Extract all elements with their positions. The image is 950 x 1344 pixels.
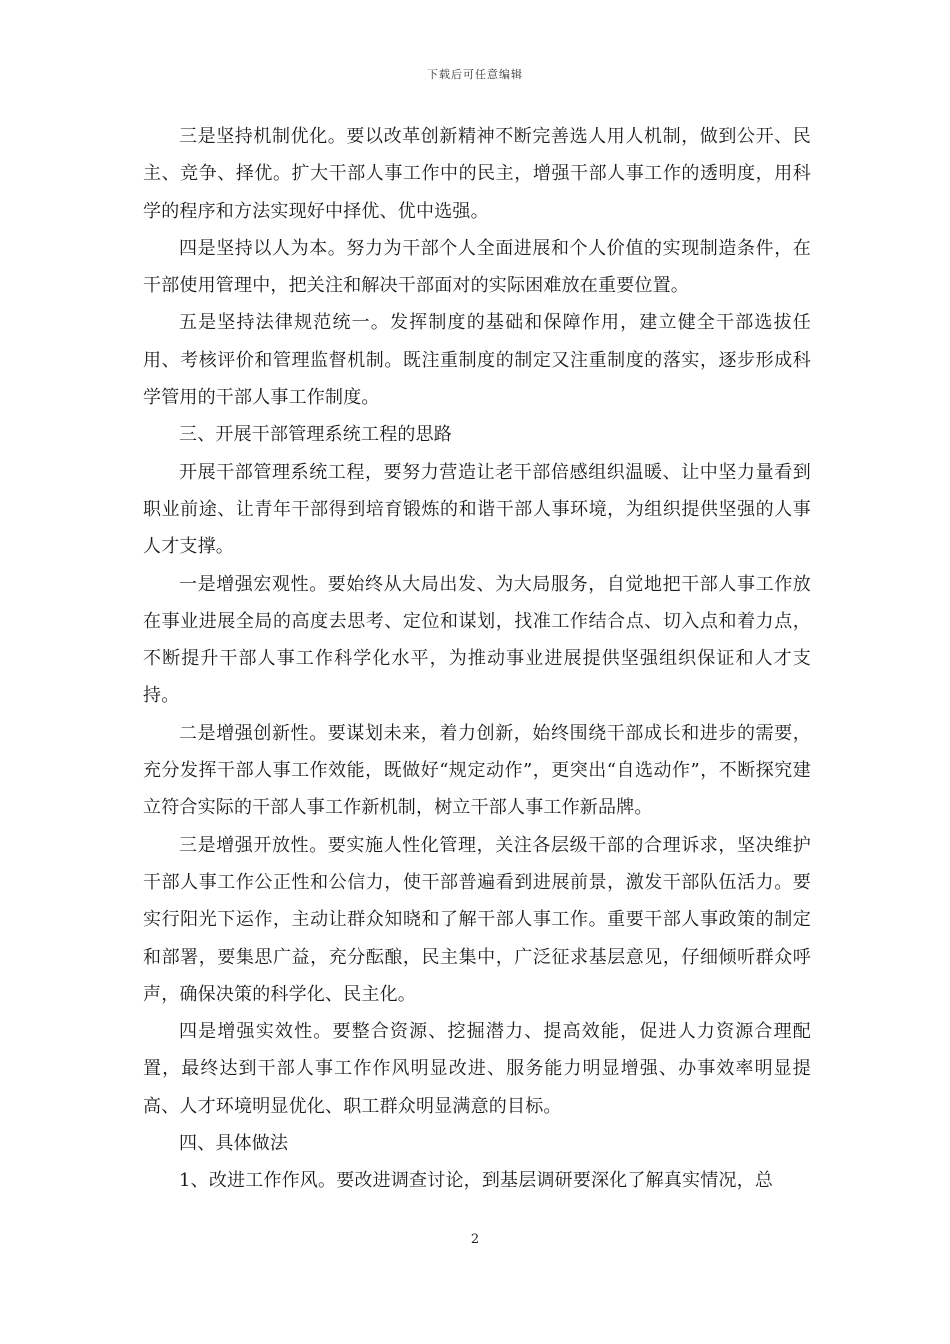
paragraph-legal-norms: 五是坚持法律规范统一。发挥制度的基础和保障作用，建立健全干部选拔任用、考核评价和管理监督机制。既注重制度的制定又注重制度的落实，逐步形成科学管用的干部人事工作制度。 (143, 312, 811, 409)
paragraph-mechanism-optimization: 三是坚持机制优化。要以改革创新精神不断完善选人用人机制，做到公开、民主、竞争、择优。扩大干部人事工作中的民主，增强干部人事工作的透明度，用科学的程序和方法实现好中择优、优中选强。 (143, 126, 811, 222)
section-heading-4: 四、具体做法 (179, 1133, 289, 1155)
paragraph-system-engineering: 开展干部管理系统工程，要努力营造让老干部倍感组织温暖、让中坚力量看到职业前途、让青年干部得到培育锻炼的和谐干部人事环境，为组织提供坚强的人事人才支撑。 (143, 461, 811, 558)
paragraph-work-style: 1、改进工作作风。要改进调查讨论，到基层调研要深化了解真实情况，总 (179, 1170, 774, 1192)
body-text (143, 118, 811, 1200)
paragraph-people-oriented: 四是坚持以人为本。努力为干部个人全面进展和个人价值的实现制造条件，在干部使用管理中，把关注和解决干部面对的实际困难放在重要位置。 (143, 237, 811, 297)
paragraph-macro: 一是增强宏观性。要始终从大局出发、为大局服务，自觉地把干部人事工作放在事业进展全局的高度去思考、定位和谋划，找准工作结合点、切入点和着力点，不断提升干部人事工作科学化水平，为推动事业进展提供坚强组织保证和人才支持。 (143, 573, 811, 707)
paragraph-effectiveness: 四是增强实效性。要整合资源、挖掘潜力、提高效能，促进人力资源合理配置，最终达到干部人事工作作风明显改进、服务能力明显增强、办事效率明显提高、人才环境明显优化、职工群众明显满意的目标。 (143, 1021, 811, 1117)
page-number: 2 (470, 1232, 480, 1247)
section-heading-3: 三、开展干部管理系统工程的思路 (179, 424, 452, 446)
paragraph-openness: 三是增强开放性。要实施人性化管理，关注各层级干部的合理诉求，坚决维护干部人事工作公正性和公信力，使干部普遍看到进展前景，激发干部队伍活力。要实行阳光下运作，主动让群众知晓和了解干部人事工作。重要干部人事政策的制定和部署，要集思广益，充分酝酿，民主集中，广泛征求基层意见，仔细倾听群众呼声，确保决策的科学化、民主化。 (143, 834, 811, 1005)
paragraph-innovation: 二是增强创新性。要谋划未来，着力创新，始终围绕干部成长和进步的需要，充分发挥干部人事工作效能，既做好“规定动作”，更突出“自选动作”，不断探究建立符合实际的干部人事工作新机制，树立干部人事工作新品牌。 (143, 722, 811, 819)
page-header: 下载后可任意编辑 (427, 68, 523, 81)
